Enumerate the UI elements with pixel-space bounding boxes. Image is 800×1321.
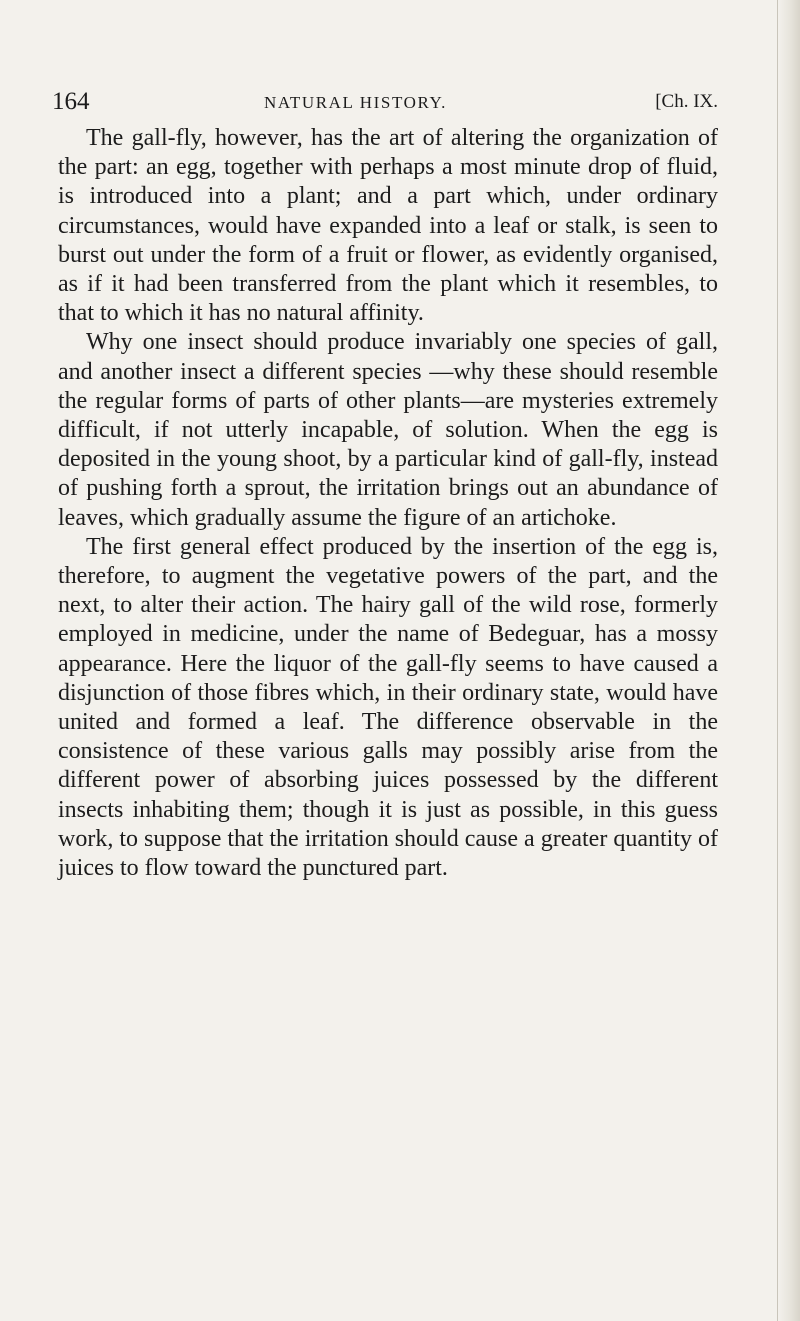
- running-title: NATURAL HISTORY.: [264, 93, 448, 112]
- page-number: 164: [52, 88, 90, 115]
- page-header: [52, 88, 718, 116]
- paragraph-general-effect: The first general effect produced by the insertion of the egg is, therefore, to augment the vegetative powers of the part, and the next, to alter their action. The hairy gall of the wild rose, formerly employed in medicine, under the name of Bedeguar, has a mossy appearance. Here the liquor of the gall-fly seems to have caused a disjunction of those fibres which, in their ordinary state, would have united and formed a leaf. The difference observable in the consistence of these various galls may possibly arise from the different power of absorbing juices possessed by the different insects inhabiting them; though it is just as possible, in this guess work, to suppose that the irritation should cause a greater quantity of juices to flow toward the punctured part.: [58, 533, 718, 882]
- body-text: [58, 124, 718, 883]
- page-edge: [777, 0, 800, 1321]
- paragraph-gall-fly: The gall-fly, however, has the art of altering the organization of the part: an egg, together with perhaps a most minute drop of fluid, is introduced into a plant; and a part which, under ordinary circumstances, would have expanded into a leaf or stalk, is seen to burst out under the form of a fruit or flower, as evidently organised, as if it had been transferred from the plant which it resembles, to that to which it has no natural affinity.: [58, 125, 718, 327]
- paragraph-species-mysteries: Why one insect should produce invariably one species of gall, and another insect a different species —why these should resemble the regular forms of parts of other plants—are mysteries extremely difficult, if not utterly incapable, of solution. When the egg is deposited in the young shoot, by a particular kind of gall-fly, instead of pushing forth a sprout, the irritation brings out an abundance of leaves, which gradually assume the figure of an artichoke.: [58, 329, 718, 531]
- chapter-reference: [Ch. IX.: [655, 91, 718, 112]
